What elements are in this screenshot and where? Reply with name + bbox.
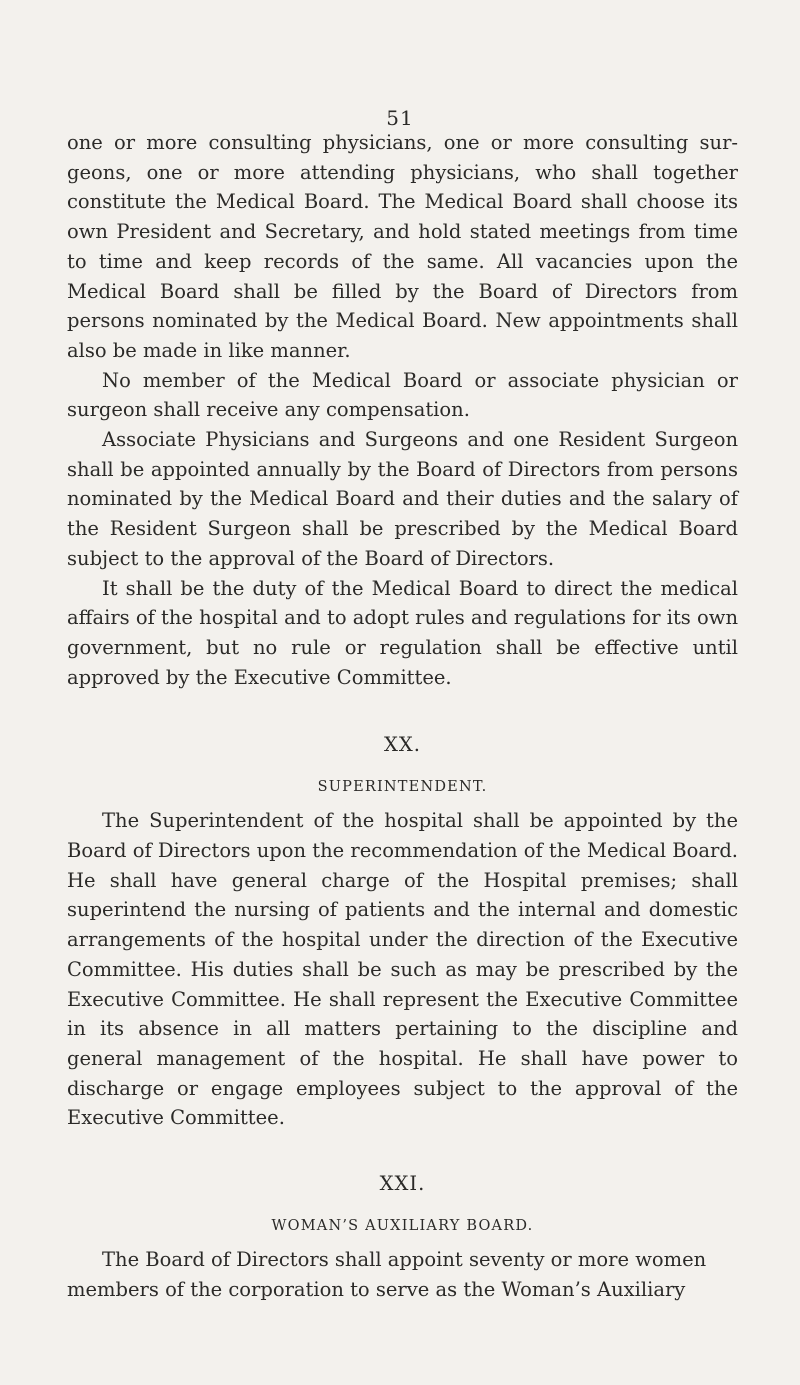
page-number: 51 — [386, 106, 414, 130]
paragraph: Associate Physicians and Surgeons and one Resident Surgeon shall be appointed annually by the Board of Directors from persons nominated by the Medical Board and their duties and the salary of the Resident Surgeon shall be prescribed by the Medical Board subject to the approval of the Board of Directors. — [67, 428, 738, 570]
paragraph: The Board of Directors shall appoint seventy or more women members of the corporation to serve as the Woman’s Auxiliary — [67, 1248, 707, 1301]
paragraph: one or more consulting physicians, one or more consulting surgeons, one or more attending physicians, who shall together constitute the Medical Board. The Medical Board shall choose its own President and Secretary, and hold stated meetings from time to time and keep records of the same. All vacancies upon the Medical Board shall be filled by the Board of Directors from persons nominated by the Medical Board. New appointments shall also be made in like manner. — [67, 131, 738, 362]
section-number: XX. — [384, 733, 421, 757]
section-title: WOMAN’S AUXILIARY BOARD. — [271, 1218, 534, 1235]
page-body — [67, 128, 738, 1305]
section-womans-auxiliary-board — [67, 1169, 738, 1304]
paragraph: No member of the Medical Board or associate physician or surgeon shall receive any compensation. — [67, 368, 738, 422]
paragraph: The Superintendent of the hospital shall be appointed by the Board of Directors upon the recommendation of the Medical Board. He shall have general charge of the Hospital premises; shall superintend the nursing of patients and the internal and domestic arrangements of the hospital under the direction of the Executive Committee. His duties shall be such as may be prescribed by the Executive Committee. He shall represent the Executive Committee in its absence in all matters pertaining to the discipline and general management of the hospital. He shall have power to discharge or engage employees subject to the approval of the Executive Committee. — [67, 809, 738, 1130]
section-number: XXI. — [379, 1172, 426, 1196]
paragraph: It shall be the duty of the Medical Board to direct the medical affairs of the hospital and to adopt rules and regulations for its own government, but no rule or regulation shall be effective until approved by the Executive Committee. — [67, 576, 738, 689]
section-title: SUPERINTENDENT. — [317, 779, 488, 796]
section-superintendent — [67, 730, 738, 1133]
